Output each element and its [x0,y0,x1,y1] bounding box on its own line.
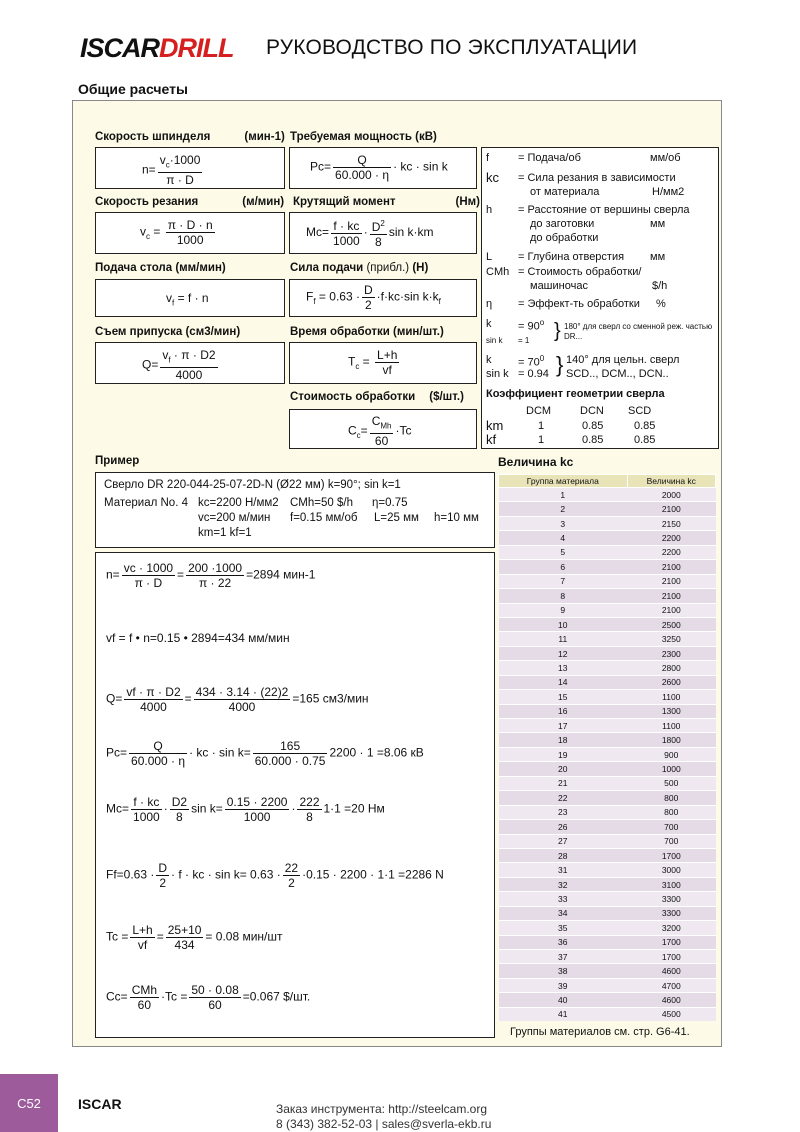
legend-kc: kc = Сила резания в зависимости от материала Н/мм2 [486,170,685,198]
kc-value-cell: 2800 [627,661,715,675]
material-group-cell: 35 [499,921,628,935]
kc-value-cell: 3200 [627,921,715,935]
kc-value-cell: 500 [627,776,715,790]
table-row [499,964,716,978]
material-group-cell: 14 [499,675,628,689]
kc-value-cell: 1700 [627,950,715,964]
calc-mc: Mc= $\frac{f \cdot kc}{1000}$ · $\frac{D2}{8}$ sin k= $\frac{0.15 \cdot 2200}{1000}$ · $\frac{222}{8}$ 1·1 =20 Нм [106,795,385,824]
calc-q: Q= $\frac{vf \cdot \pi \cdot D2}{4000}$ = $\frac{434 \cdot 3.14 \cdot (22)2}{4000}$ =165 см3/мин [106,685,369,714]
geometry-col-dcn: DCN [580,405,604,417]
k-note-90: k = $90^о$ sin k = 1 } 180° для сверл со сменной реж. частью DR... [486,318,713,345]
kc-value-cell: 3000 [627,863,715,877]
calc-cc: Cc= $\frac{\text{CMh}}{60}$ ·Tc = $\frac{50 \cdot 0.08}{60}$ =0.067 $/шт. [106,983,311,1012]
kc-value-cell: 800 [627,791,715,805]
calc-vf: vf = f • n=0.15 • 2894=434 мм/мин [106,631,290,645]
material-group-cell: 12 [499,646,628,660]
material-group-cell: 27 [499,834,628,848]
table-row [499,574,716,588]
material-group-cell: 1 [499,488,628,502]
material-group-cell: 10 [499,617,628,631]
material-group-cell: 21 [499,776,628,790]
table-row [499,776,716,790]
calc-pc: Pc= $\frac{Q}{60.000 \cdot \eta}$ · kc · sin k= $\frac{165}{60.000 \cdot 0.75}$ 2200 · 1 =8.06 кВ [106,739,424,768]
geometry-col-scd: SCD [628,405,652,417]
torque-label: Крутящий момент (Нм) [293,196,481,208]
kc-value-cell: 1100 [627,719,715,733]
power-formula: Pc= $\frac{Q}{60.000 \cdot \eta}$ · kc · sin k [289,147,477,189]
table-row [499,805,716,819]
kc-value-cell: 2100 [627,589,715,603]
material-group-cell: 31 [499,863,628,877]
legend-f: f = Подача/об мм/об [486,152,681,164]
table-row [499,950,716,964]
kc-value-cell: 900 [627,747,715,761]
kc-value-cell: 2200 [627,545,715,559]
kc-value-cell: 1700 [627,848,715,862]
kc-value-cell: 4600 [627,964,715,978]
material-group-cell: 39 [499,978,628,992]
geometry-row-kf: kf 1 0.85 0.85 [486,432,656,447]
kc-value-cell: 2100 [627,603,715,617]
cutting-speed-label: Скорость резания (м/мин) [95,196,285,208]
table-row [499,589,716,603]
legend-eta: η = Эффект-ть обработки % [486,298,666,310]
legend-cmh: CMh = Стоимость обработки/ машиночас $/h [486,266,668,292]
kc-value-cell: 2600 [627,675,715,689]
geometry-title: Коэффициент геометрии сверла [486,388,665,400]
time-formula: $T_c$ = $\frac{L+h}{vf}$ [289,342,477,384]
k-note-70: k = $70^0$ sin k = 0.94 } 140° для цельн. сверл SCD.., DCM.., DCN.. [486,352,680,380]
removal-formula: Q= $\frac{v_f \cdot \pi \cdot D2}{4000}$ [95,342,285,384]
table-row [499,877,716,891]
table-row [499,690,716,704]
kc-value-cell: 1300 [627,704,715,718]
material-group-cell: 22 [499,791,628,805]
example-box: Сверло DR 220-044-25-07-2D-N (Ø22 мм) k=90°; sin k=1 Материал No. 4 kc=2200 Н/мм2 CMh=50 $/h η=0.75 vc=200 м/мин f=0.15 мм/об L=25 мм h=10 мм km=1 kf=1 [95,472,495,548]
table-row [499,531,716,545]
kc-value-cell: 2500 [627,617,715,631]
table-row [499,1007,716,1021]
material-group-cell: 11 [499,632,628,646]
kc-value-cell: 3250 [627,632,715,646]
kc-table [498,474,716,1021]
page-number-tab: C52 [0,1074,58,1132]
table-row [499,733,716,747]
material-group-cell: 8 [499,589,628,603]
kc-value-cell: 4600 [627,993,715,1007]
material-group-cell: 33 [499,892,628,906]
table-row [499,993,716,1007]
spindle-speed-label: Скорость шпинделя (мин-1) [95,131,285,143]
footer-contact[interactable]: 8 (343) 382-52-03 | sales@sverla-ekb.ru [276,1117,492,1131]
material-group-cell: 15 [499,690,628,704]
feed-force-formula: $F_f = 0.63$ · $\frac{D}{2}$ ·f·kc·sin $k\cdot k_f$ [289,279,477,317]
kc-value-cell: 2200 [627,531,715,545]
table-row [499,661,716,675]
table-row [499,834,716,848]
kc-value-cell: 700 [627,820,715,834]
table-row [499,646,716,660]
kc-value-cell: 1700 [627,935,715,949]
example-title: Пример [95,455,140,467]
material-group-cell: 16 [499,704,628,718]
iscar-drill-logo: ISCARDRILL [80,33,234,63]
kc-value-cell: 1800 [627,733,715,747]
calc-n: n= $\frac{vc \cdot 1000}{\pi \cdot D}$ = $\frac{200 \cdot 1000}{\pi \cdot 22}$ =2894 мин-1 [106,561,316,590]
table-row [499,863,716,877]
page-title: РУКОВОДСТВО ПО ЭКСПЛУАТАЦИИ [266,36,638,59]
table-row [499,935,716,949]
table-row [499,675,716,689]
table-row [499,488,716,502]
footer-order-link[interactable]: Заказ инструмента: http://steelcam.org [276,1102,488,1116]
table-row [499,545,716,559]
cutting-speed-formula: $v_c$ = $\frac{\pi \cdot D \cdot n}{1000}$ [95,212,285,254]
material-group-cell: 38 [499,964,628,978]
kc-value-cell: 3300 [627,892,715,906]
table-row [499,906,716,920]
table-row [499,921,716,935]
material-group-cell: 34 [499,906,628,920]
kc-table-header-value: Величина kc [627,475,715,488]
table-row [499,848,716,862]
kc-value-cell: 4500 [627,1007,715,1021]
kc-value-cell: 2300 [627,646,715,660]
material-group-cell: 6 [499,560,628,574]
material-group-cell: 2 [499,502,628,516]
cost-label: Стоимость обработки ($/шт.) [290,391,464,403]
material-group-cell: 5 [499,545,628,559]
cost-formula: $C_c=$ $\frac{C_{Mh}}{60}$ ·Tc [289,409,477,449]
table-row [499,762,716,776]
table-feed-formula: $v_f = f \cdot n$ [95,279,285,317]
material-group-cell: 7 [499,574,628,588]
material-group-cell: 28 [499,848,628,862]
spindle-speed-formula: n= $\frac{v_c\cdot 1000}{\pi \cdot D}$ [95,147,285,189]
table-row [499,560,716,574]
table-row [499,820,716,834]
table-feed-label: Подача стола (мм/мин) [95,262,226,274]
footer-brand: ISCAR [78,1096,122,1112]
kc-value-cell: 2100 [627,574,715,588]
kc-value-cell: 700 [627,834,715,848]
table-row [499,704,716,718]
material-group-cell: 41 [499,1007,628,1021]
kc-table-note: Группы материалов см. стр. G6-41. [510,1026,690,1038]
table-row [499,719,716,733]
material-group-cell: 18 [499,733,628,747]
table-row [499,617,716,631]
kc-value-cell: 2000 [627,488,715,502]
material-group-cell: 9 [499,603,628,617]
kc-value-cell: 2150 [627,516,715,530]
kc-value-cell: 1000 [627,762,715,776]
kc-value-cell: 3300 [627,906,715,920]
kc-value-cell: 2100 [627,502,715,516]
table-row [499,978,716,992]
power-label: Требуемая мощность (кВ) [290,131,437,143]
legend-l: L = Глубина отверстия мм [486,251,666,263]
removal-label: Съем припуска (см3/мин) [95,326,241,338]
table-row [499,791,716,805]
material-group-cell: 36 [499,935,628,949]
material-group-cell: 26 [499,820,628,834]
material-group-cell: 17 [499,719,628,733]
material-group-cell: 3 [499,516,628,530]
geometry-row-km: km 1 0.85 0.85 [486,418,656,433]
kc-table-title: Величина kc [498,455,574,469]
material-group-cell: 40 [499,993,628,1007]
material-group-cell: 23 [499,805,628,819]
material-group-cell: 37 [499,950,628,964]
time-label: Время обработки (мин/шт.) [290,326,444,338]
kc-table-header-group: Группа материала [499,475,628,488]
table-row [499,516,716,530]
material-group-cell: 19 [499,747,628,761]
section-title: Общие расчеты [78,81,188,97]
kc-value-cell: 2100 [627,560,715,574]
geometry-col-dcm: DCM [526,405,552,417]
calc-tc: Tc = $\frac{L+h}{vf}$ = $\frac{25+10}{434}$ = 0.08 мин/шт [106,923,283,952]
table-row [499,747,716,761]
calculation-box [95,552,495,1038]
kc-value-cell: 4700 [627,978,715,992]
table-row [499,502,716,516]
table-row [499,892,716,906]
table-row [499,632,716,646]
kc-value-cell: 1100 [627,690,715,704]
table-row [499,603,716,617]
material-group-cell: 13 [499,661,628,675]
legend-h: h = Расстояние от вершины сверла до заготовки мм до обработки [486,204,690,244]
kc-value-cell: 800 [627,805,715,819]
material-group-cell: 32 [499,877,628,891]
material-group-cell: 4 [499,531,628,545]
kc-value-cell: 3100 [627,877,715,891]
feed-force-label: Сила подачи (прибл.) (Н) [290,262,429,274]
legend-box [481,147,719,449]
torque-formula: Mc= $\frac{f \cdot kc}{1000}$ · $\frac{D^2}{8}$ sin k·km [289,212,477,254]
material-group-cell: 20 [499,762,628,776]
calc-ff: Ff=0.63 · $\frac{D}{2}$ · f · kc · sin k= 0.63 · $\frac{22}{2}$ ·0.15 · 2200 · 1·1 =2286 N [106,861,444,890]
